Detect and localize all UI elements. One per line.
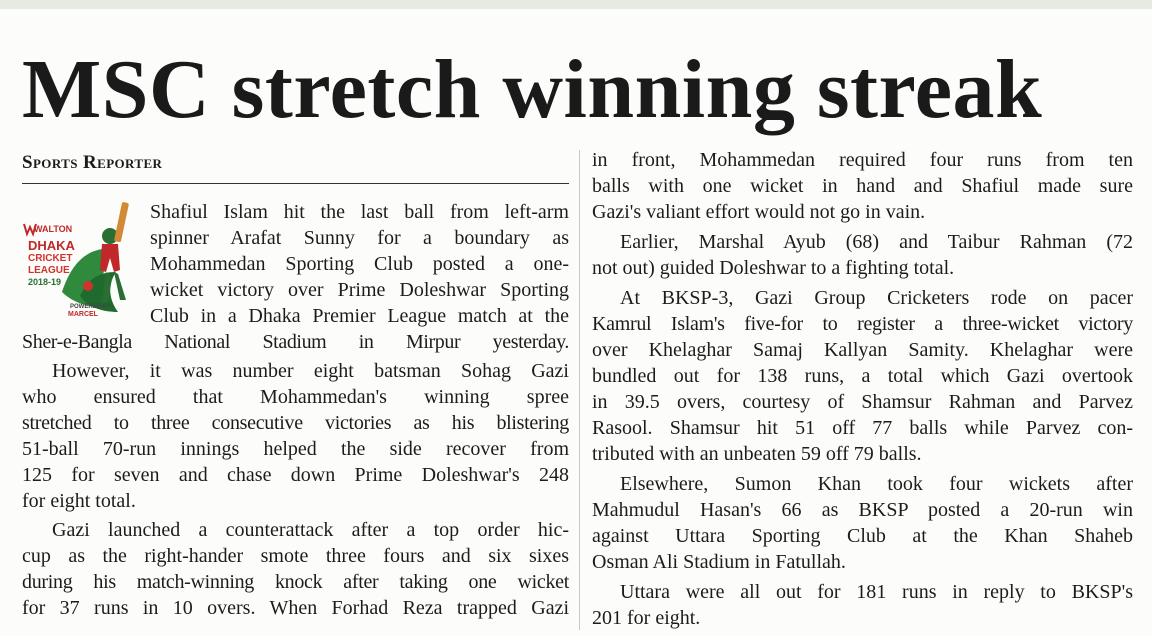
- left-col-line-9: stretched to three consecutive victories as his blistering: [22, 412, 569, 434]
- left-col-line-11: 125 for seven and chase down Prime Doleshwar's 248: [22, 464, 569, 486]
- left-col-line-4: wicket victory over Prime Doleshwar Sporting: [150, 279, 569, 301]
- left-col-line-1: Shafiul Islam hit the last ball from left-arm: [150, 201, 569, 223]
- left-col-line-8: who ensured that Mohammedan's winning spree: [22, 386, 569, 408]
- right-col-line-18: 201 for eight.: [592, 607, 701, 629]
- column-divider: [579, 150, 580, 630]
- logo-line3: LEAGUE: [28, 265, 70, 276]
- right-col-line-9: bundled out for 138 runs, a total which Gazi overtook: [592, 365, 1133, 387]
- league-logo: [22, 196, 144, 322]
- right-col-line-12: tributed with an unbeaten 59 off 79 balls.: [592, 443, 922, 465]
- logo-line2: CRICKET: [28, 253, 73, 264]
- left-col-line-10: 51-ball 70-run innings helped the side recover from: [22, 438, 569, 460]
- headline: MSC stretch winning streak: [22, 43, 1043, 136]
- left-col-line-14: cup as the right-hander smote three fours and six sixes: [22, 545, 569, 567]
- right-col-line-15: against Uttara Sporting Club at the Khan Shaheb: [592, 525, 1133, 547]
- byline-rule: [22, 183, 569, 184]
- right-col-line-6: At BKSP-3, Gazi Group Cricketers rode on pacer: [620, 287, 1133, 309]
- logo-brand: WALTON: [34, 224, 73, 234]
- left-col-line-2: spinner Arafat Sunny for a boundary as: [150, 227, 569, 249]
- right-col-line-1: in front, Mohammedan required four runs from ten: [592, 149, 1133, 171]
- right-col-line-3: Gazi's valiant effort would not go in vain.: [592, 201, 926, 223]
- right-col-line-4: Earlier, Marshal Ayub (68) and Taibur Rahman (72: [620, 231, 1133, 253]
- byline: Sports Reporter: [22, 152, 163, 173]
- top-strip: [0, 0, 1152, 9]
- left-col-line-3: Mohammedan Sporting Club posted a one-: [150, 253, 569, 275]
- right-col-line-5: not out) guided Doleshwar to a fighting total.: [592, 257, 955, 279]
- right-col-line-7: Kamrul Islam's five-for to register a three-wicket victory: [592, 313, 1133, 335]
- right-col-line-14: Mahmudul Hasan's 66 as BKSP posted a 20-run win: [592, 499, 1133, 521]
- left-col-line-12: for eight total.: [22, 490, 136, 512]
- right-col-line-8: over Khelaghar Samaj Kallyan Samity. Khelaghar were: [592, 339, 1133, 361]
- left-col-line-13: Gazi launched a counterattack after a top order hic-: [52, 519, 569, 541]
- left-col-line-16: for 37 runs in 10 overs. When Forhad Reza trapped Gazi: [22, 597, 569, 619]
- logo-line1: DHAKA: [28, 238, 75, 253]
- logo-powered-by: POWERED BY: [70, 304, 112, 310]
- right-col-line-2: balls with one wicket in hand and Shafiul made sure: [592, 175, 1133, 197]
- logo-year: 2018-19: [28, 277, 62, 287]
- left-col-line-15: during his match-winning knock after taking one wicket: [22, 571, 569, 593]
- logo-sponsor: MARCEL: [68, 311, 98, 318]
- left-col-line-7: However, it was number eight batsman Sohag Gazi: [52, 360, 569, 382]
- left-col-line-5: Club in a Dhaka Premier League match at the: [150, 305, 569, 327]
- right-col-line-13: Elsewhere, Sumon Khan took four wickets after: [620, 473, 1133, 495]
- right-col-line-16: Osman Ali Stadium in Fatullah.: [592, 551, 846, 573]
- right-col-line-17: Uttara were all out for 181 runs in reply to BKSP's: [620, 581, 1133, 603]
- right-col-line-11: Rasool. Shamsur hit 51 off 77 balls while Parvez con-: [592, 417, 1133, 439]
- left-col-line-6: Sher-e-Bangla National Stadium in Mirpur yesterday.: [22, 331, 569, 353]
- right-col-line-10: in 39.5 overs, courtesy of Shamsur Rahman and Parvez: [592, 391, 1133, 413]
